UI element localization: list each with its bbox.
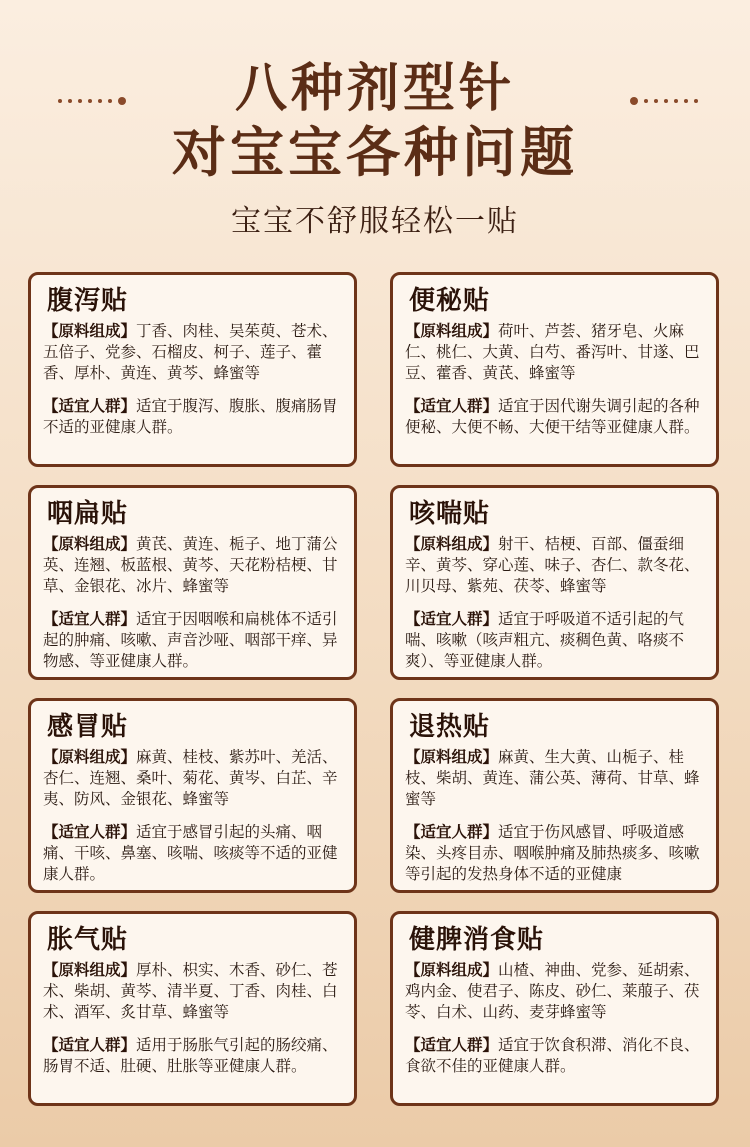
audience-label: 【适宜人群】 xyxy=(405,823,499,841)
title-line-1: 八种剂型针 xyxy=(234,58,515,119)
ingredients-label: 【原料组成】 xyxy=(405,535,499,553)
card-audience xyxy=(405,822,704,885)
audience-text: 适宜于因咽喉和扁桃体不适引起的肿痛、咳嗽、声音沙哑、咽部干痒、异物感、等亚健康人群。 xyxy=(43,610,338,670)
product-card-fever xyxy=(390,698,719,893)
card-audience xyxy=(43,1035,342,1077)
card-ingredients xyxy=(43,321,342,384)
card-audience xyxy=(405,396,704,438)
title-line-2: 对宝宝各种问题 xyxy=(172,120,578,184)
audience-text: 适宜于饮食积滞、消化不良、食欲不佳的亚健康人群。 xyxy=(405,1036,700,1075)
ingredients-text: 厚朴、枳实、木香、砂仁、苍术、柴胡、黄芩、清半夏、丁香、肉桂、白术、酒军、炙甘草、蜂蜜等 xyxy=(43,961,338,1021)
card-title: 便秘贴 xyxy=(409,286,491,316)
card-title: 退热贴 xyxy=(409,712,491,742)
audience-text: 适宜于因代谢失调引起的各种便秘、大便不畅、大便干结等亚健康人群。 xyxy=(405,397,700,436)
ingredients-label: 【原料组成】 xyxy=(43,535,137,553)
product-card-bloating xyxy=(28,911,357,1106)
audience-text: 适宜于感冒引起的头痛、咽痛、干咳、鼻塞、咳喘、咳痰等不适的亚健康人群。 xyxy=(43,823,338,883)
ingredients-text: 山楂、神曲、党参、延胡索、鸡内金、使君子、陈皮、砂仁、莱菔子、茯苓、白术、山药、麦芽蜂蜜等 xyxy=(405,961,700,1021)
card-title: 腹泻贴 xyxy=(47,286,129,316)
ingredients-label: 【原料组成】 xyxy=(405,748,499,766)
card-audience xyxy=(43,396,342,438)
ingredients-text: 麻黄、桂枝、紫苏叶、羌活、杏仁、连翘、桑叶、菊花、黄岑、白芷、辛夷、防风、金银花、蜂蜜等 xyxy=(43,748,338,808)
card-audience xyxy=(43,609,342,672)
ingredients-text: 射干、桔梗、百部、僵蚕细辛、黄芩、穿心莲、味子、杏仁、款冬花、川贝母、紫苑、茯苓、蜂蜜等 xyxy=(405,535,700,595)
audience-label: 【适宜人群】 xyxy=(405,610,499,628)
audience-label: 【适宜人群】 xyxy=(43,610,137,628)
audience-label: 【适宜人群】 xyxy=(405,1036,499,1054)
ingredients-label: 【原料组成】 xyxy=(43,748,137,766)
audience-text: 适宜于腹泻、腹胀、腹痛肠胃不适的亚健康人群。 xyxy=(43,397,338,436)
ingredients-label: 【原料组成】 xyxy=(405,322,499,340)
audience-label: 【适宜人群】 xyxy=(405,397,499,415)
product-card-cold xyxy=(28,698,357,893)
product-card-cough xyxy=(390,485,719,680)
audience-label: 【适宜人群】 xyxy=(43,397,137,415)
product-card-digestion xyxy=(390,911,719,1106)
subtitle: 宝宝不舒服轻松一贴 xyxy=(231,204,519,239)
decorative-dots-right xyxy=(630,97,698,105)
ingredients-text: 黄芪、黄连、栀子、地丁蒲公英、连翘、板蓝根、黄芩、天花粉桔梗、甘草、金银花、冰片、蜂蜜等 xyxy=(43,535,338,595)
ingredients-text: 麻黄、生大黄、山栀子、桂枝、柴胡、黄连、蒲公英、薄荷、甘草、蜂蜜等 xyxy=(405,748,700,808)
ingredients-label: 【原料组成】 xyxy=(43,322,137,340)
decorative-dots-left xyxy=(58,97,126,105)
card-title: 健脾消食贴 xyxy=(409,925,545,955)
card-ingredients xyxy=(405,960,704,1023)
card-title: 咳喘贴 xyxy=(409,499,491,529)
audience-label: 【适宜人群】 xyxy=(43,823,137,841)
card-title: 感冒贴 xyxy=(47,712,129,742)
product-card-diarrhea xyxy=(28,272,357,467)
card-ingredients xyxy=(405,747,704,810)
product-card-throat xyxy=(28,485,357,680)
ingredients-label: 【原料组成】 xyxy=(43,961,137,979)
ingredients-text: 荷叶、芦荟、猪牙皂、火麻仁、桃仁、大黄、白芍、番泻叶、甘遂、巴豆、藿香、黄芪、蜂蜜等 xyxy=(405,322,700,382)
ingredients-label: 【原料组成】 xyxy=(405,961,499,979)
card-ingredients xyxy=(43,534,342,597)
audience-text: 适用于肠胀气引起的肠绞痛、肠胃不适、肚硬、肚胀等亚健康人群。 xyxy=(43,1036,338,1075)
card-ingredients xyxy=(405,321,704,384)
card-ingredients xyxy=(43,960,342,1023)
audience-label: 【适宜人群】 xyxy=(43,1036,137,1054)
card-audience xyxy=(43,822,342,885)
audience-text: 适宜于伤风感冒、呼吸道感染、头疼目赤、咽喉肿痛及肺热痰多、咳嗽等引起的发热身体不适的亚健康 xyxy=(405,823,700,883)
card-ingredients xyxy=(405,534,704,597)
card-title: 咽扁贴 xyxy=(47,499,129,529)
card-ingredients xyxy=(43,747,342,810)
product-card-constipation xyxy=(390,272,719,467)
card-audience xyxy=(405,1035,704,1077)
ingredients-text: 丁香、肉桂、吴茱萸、苍术、五倍子、党参、石榴皮、柯子、莲子、藿香、厚朴、黄连、黄芩、蜂蜜等 xyxy=(43,322,338,382)
card-audience xyxy=(405,609,704,672)
card-title: 胀气贴 xyxy=(47,925,129,955)
audience-text: 适宜于呼吸道不适引起的气喘、咳嗽（咳声粗亢、痰稠色黄、咯痰不爽）、等亚健康人群。 xyxy=(405,610,685,670)
